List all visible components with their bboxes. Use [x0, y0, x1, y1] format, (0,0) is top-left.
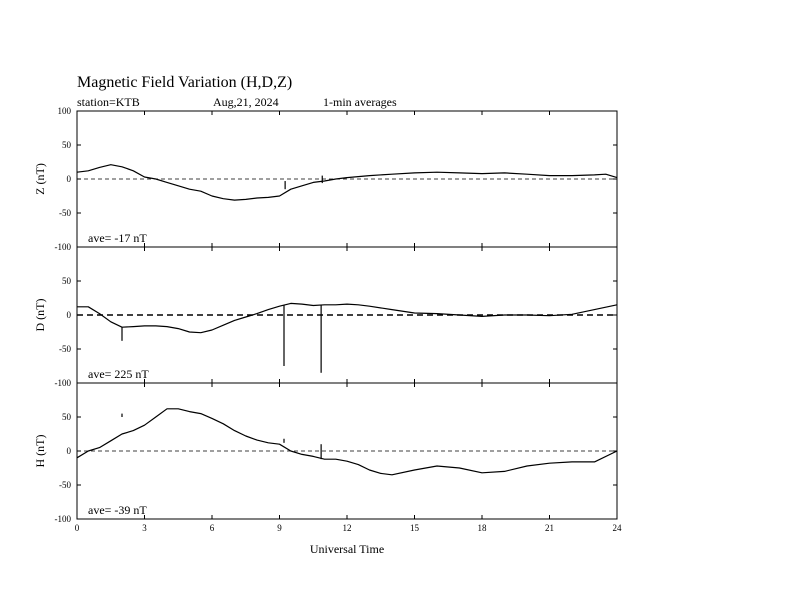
station-label: station=KTB: [77, 95, 140, 109]
panel-h-ytick-label: -50: [59, 480, 71, 490]
x-tick-label: 0: [74, 523, 80, 533]
x-tick-label: 24: [612, 523, 622, 533]
panel-z-series-line: [77, 165, 617, 200]
panel-h-ylabel: H (nT): [33, 434, 47, 468]
panel-d-ylabel: D (nT): [33, 298, 47, 332]
date-label: Aug,21, 2024: [213, 95, 279, 109]
panel-z-ytick-label: 50: [62, 140, 71, 150]
panel-h-ave-label: ave= -39 nT: [88, 503, 147, 517]
x-tick-label: 18: [477, 523, 487, 533]
x-tick-label: 21: [545, 523, 554, 533]
panel-d-ave-label: ave= 225 nT: [88, 367, 149, 381]
panel-z-ytick-label: 100: [57, 106, 71, 116]
panel-z-ylabel: Z (nT): [33, 163, 47, 195]
panel-d-ytick-label: 50: [62, 276, 71, 286]
panel-h-ytick-label: 0: [66, 446, 71, 456]
x-axis-label: Universal Time: [309, 542, 385, 556]
panel-z-ytick-label: -100: [54, 242, 71, 252]
x-tick-label: 12: [342, 523, 352, 533]
panel-h-series-line: [77, 409, 617, 475]
panel-d-series-line: [77, 303, 617, 332]
panel-d-ytick-label: -100: [54, 378, 71, 388]
panel-h-ytick-label: 50: [62, 412, 71, 422]
panel-d-ytick-label: 0: [66, 310, 71, 320]
panel-d-ytick-label: -50: [59, 344, 71, 354]
x-tick-label: 6: [209, 523, 215, 533]
x-tick-label: 15: [410, 523, 419, 533]
x-tick-label: 3: [142, 523, 147, 533]
panel-z-ytick-label: 0: [66, 174, 71, 184]
averaging-label: 1-min averages: [323, 95, 397, 109]
chart-title: Magnetic Field Variation (H,D,Z): [77, 74, 293, 91]
x-tick-label: 9: [277, 523, 282, 533]
panel-z-ave-label: ave= -17 nT: [88, 231, 147, 245]
panel-z-ytick-label: -50: [59, 208, 71, 218]
panel-h-ytick-label: -100: [54, 514, 71, 524]
